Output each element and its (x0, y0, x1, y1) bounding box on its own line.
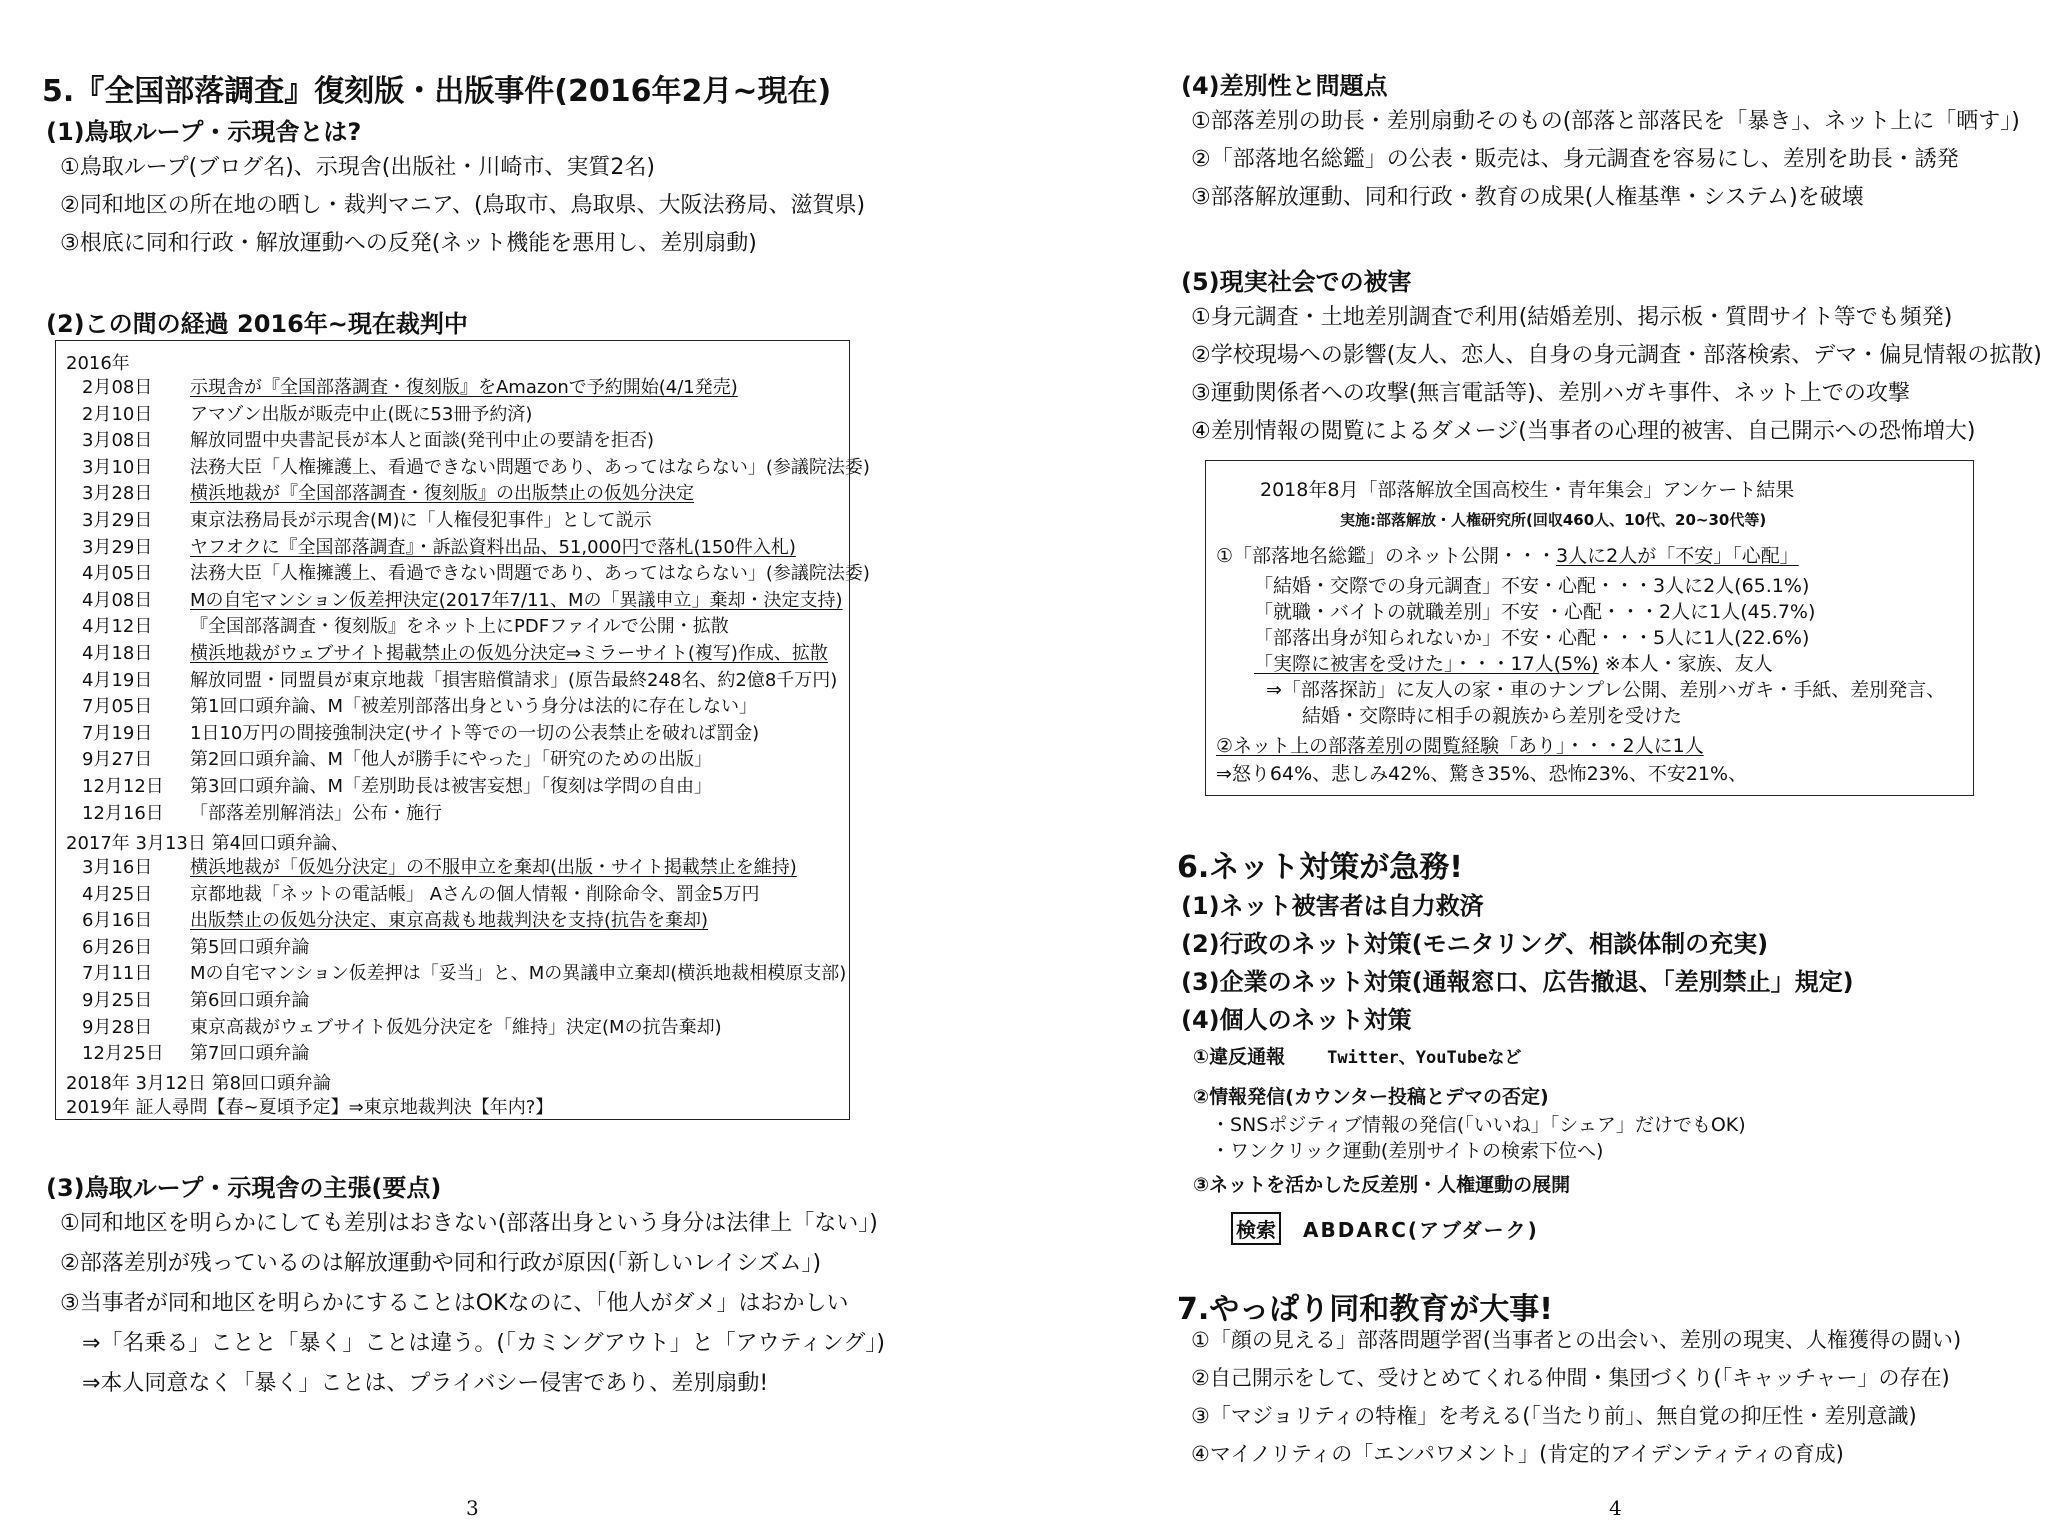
timeline-event: 解放同盟中央書記長が本人と面談(発刊中止の要請を拒否) (190, 430, 655, 452)
timeline-date: 3月08日 (82, 430, 153, 452)
timeline-date: 7月19日 (82, 722, 153, 744)
timeline-row (82, 612, 729, 638)
timeline-row (82, 1039, 309, 1065)
timeline-row (82, 745, 712, 771)
timeline-row (82, 719, 759, 745)
survey-q2-feelings: ⇒怒り64%、悲しみ42%、驚き35%、恐怖23%、不安21%、 (1216, 763, 1748, 785)
timeline-event: 東京高裁がウェブサイト仮処分決定を「維持」決定(Mの抗告棄却) (190, 1016, 722, 1038)
timeline-event: 出版禁止の仮処分決定、東京高裁も地裁判決を支持(抗告を棄却) (190, 910, 709, 932)
s5-heading: (5)現実社会での被害 (1181, 268, 1412, 296)
survey-subtitle: 実施:部落解放・人権研究所(回収460人、10代、20~30代等) (1340, 511, 1767, 529)
survey-q1-damage-text: 「実際に被害を受けた」・・・17人(5%) (1254, 653, 1599, 675)
timeline-event: 横浜地裁がウェブサイト掲載禁止の仮処分決定⇒ミラーサイト(複写)作成、拡散 (190, 643, 828, 664)
timeline-row (82, 639, 828, 665)
s4-heading: (4)差別性と問題点 (1181, 72, 1388, 100)
s6-4-item3-label: ③ネットを活かした反差別・人権運動の展開 (1193, 1174, 1571, 1196)
timeline-row (82, 479, 694, 505)
timeline-row (82, 400, 532, 426)
search-label: 検索 (1231, 1212, 1281, 1245)
s6-4-item2-sub: ・SNSポジティブ情報の発信(「いいね」「シェア」だけでもOK) (1211, 1114, 1746, 1136)
timeline-row (82, 586, 843, 612)
timeline-event: 解放同盟・同盟員が東京地裁「損害賠償請求」(原告最終248名、約2億8千万円) (190, 669, 838, 691)
timeline-date: 7月11日 (82, 963, 153, 985)
s5-item: ①身元調査・土地差別調査で利用(結婚差別、掲示板・質問サイト等でも頻発) (1191, 305, 1953, 330)
timeline-row (82, 533, 796, 559)
timeline-date: 6月16日 (82, 910, 153, 932)
s1-item: ②同和地区の所在地の晒し・裁判マニア、(鳥取市、鳥取県、大阪法務局、滋賀県) (60, 193, 866, 218)
timeline-date: 4月12日 (82, 616, 153, 638)
timeline-row (82, 1013, 722, 1039)
timeline-row (82, 692, 757, 718)
timeline-date: 3月10日 (82, 456, 153, 478)
timeline-row (82, 853, 797, 879)
survey-q1-damage (1254, 649, 1773, 676)
timeline-event: 第2回口頭弁論、M「他人が勝手にやった」「研究のための出版」 (190, 749, 712, 771)
timeline-event: Mの自宅マンション仮差押決定(2017年7/11、Mの「異議申立」棄却・決定支持) (190, 589, 843, 611)
survey-q1-item: 「部落出身が知られないか」不安・心配・・・5人に1人(22.6%) (1254, 627, 1810, 649)
timeline-date: 9月27日 (82, 749, 153, 771)
timeline-year-2016: 2016年 (66, 353, 130, 374)
survey-q1-result: 3人に2人が「不安」「心配」 (1556, 545, 1799, 567)
timeline-row (82, 666, 837, 692)
timeline-event: 横浜地裁が「仮処分決定」の不服申立を棄却(出版・サイト掲載禁止を維持) (190, 857, 797, 878)
s3-item: ③当事者が同和地区を明らかにすることはOKなのに、「他人がダメ」はおかしい (60, 1291, 849, 1316)
timeline-year-2019: 2019年 証人尋問【春~夏頃予定】⇒東京地裁判決【年内?】 (66, 1097, 554, 1118)
s6-item: (3)企業のネット対策(通報窓口、広告撤退、「差別禁止」規定) (1181, 968, 1854, 996)
timeline-year-2017: 2017年 3月13日 第4回口頭弁論、 (66, 833, 350, 854)
timeline-row (82, 373, 738, 399)
timeline-date: 9月25日 (82, 990, 153, 1011)
survey-box (1205, 460, 1974, 796)
s7-item: ③「マジョリティの特権」を考える(「当たり前」、無自覚の抑圧性・差別意識) (1191, 1404, 1917, 1428)
s4-item: ③部落解放運動、同和行政・教育の成果(人権基準・システム)を破壊 (1191, 185, 1864, 210)
timeline-event: 示現舎が『全国部落調査・復刻版』をAmazonで予約開始(4/1発売) (190, 377, 738, 398)
s6-4-item1-label: ①違反通報 (1193, 1046, 1286, 1068)
s7-item: ④マイノリティの「エンパワメント」(肯定的アイデンティティの育成) (1191, 1442, 1844, 1466)
timeline-event: 第7回口頭弁論 (190, 1043, 310, 1065)
section-7-title: 7.やっぱり同和教育が大事! (1177, 1292, 1553, 1327)
s5-item: ②学校現場への影響(友人、恋人、自身の身元調査・部落検索、デマ・偏見情報の拡散) (1191, 343, 2042, 368)
timeline-row (82, 799, 442, 825)
timeline-event: 法務大臣「人権擁護上、看過できない問題であり、あってはならない」(参議院法委) (190, 563, 870, 585)
timeline-event: 第5回口頭弁論 (190, 936, 310, 958)
timeline-event: 第3回口頭弁論、M「差別助長は被害妄想」「復刻は学問の自由」 (190, 776, 712, 797)
timeline-date: 4月19日 (82, 669, 153, 691)
survey-q2: ②ネット上の部落差別の閲覧経験「あり」・・・2人に1人 (1216, 735, 1704, 757)
timeline-date: 9月28日 (82, 1016, 153, 1038)
survey-q1-detail: ⇒「部落探訪」に友人の家・車のナンプレ公開、差別ハガキ・手紙、差別発言、 (1266, 679, 1946, 701)
survey-q1-detail: 結婚・交際時に相手の親族から差別を受けた (1302, 705, 1683, 727)
survey-q1-prefix: ①「部落地名総鑑」のネット公開・・・ (1216, 545, 1557, 567)
timeline-year-2018: 2018年 3月12日 第8回口頭弁論 (66, 1073, 332, 1094)
s1-item: ①鳥取ループ(ブログ名)、示現舎(出版社・川崎市、実質2名) (60, 155, 655, 180)
s6-item: (2)行政のネット対策(モニタリング、相談体制の充実) (1181, 930, 1769, 958)
s6-item: (1)ネット被害者は自力救済 (1181, 892, 1484, 920)
timeline-date: 6月26日 (82, 936, 153, 958)
timeline-event: 京都地裁「ネットの電話帳」 Aさんの個人情報・削除命令、罰金5万円 (190, 883, 760, 905)
page-number: 4 (1609, 1496, 1622, 1520)
timeline-row (82, 772, 712, 798)
timeline-row (82, 559, 870, 585)
s3-item: ⇒本人同意なく「暴く」ことは、プライバシー侵害であり、差別扇動! (82, 1371, 769, 1396)
timeline-date: 12月25日 (82, 1043, 164, 1065)
timeline-event: 第1回口頭弁論、M「被差別部落出身という身分は法的に存在しない」 (190, 696, 757, 718)
timeline-date: 3月28日 (82, 483, 153, 505)
page-right (1031, 0, 2063, 1526)
section-5-title: 5.『全国部落調査』復刻版・出版事件(2016年2月~現在) (42, 74, 832, 109)
timeline-date: 3月16日 (82, 857, 153, 878)
timeline-event: アマゾン出版が販売中止(既に53冊予約済) (190, 403, 533, 425)
timeline-box (55, 340, 870, 1120)
timeline-event: 1日10万円の間接強制決定(サイト等での一切の公表禁止を破れば罰金) (190, 722, 760, 744)
s6-4-item2-sub: ・ワンクリック運動(差別サイトの検索下位へ) (1211, 1140, 1604, 1162)
survey-q1 (1216, 541, 1799, 568)
section-6-title: 6.ネット対策が急務! (1177, 850, 1463, 885)
timeline-row (82, 426, 654, 452)
timeline-date: 4月08日 (82, 589, 153, 611)
timeline-event: 第6回口頭弁論 (190, 990, 310, 1011)
s7-item: ①「顔の見える」部落問題学習(当事者との出会い、差別の現実、人権獲得の闘い) (1191, 1328, 1962, 1352)
s6-4-item1 (1193, 1042, 1521, 1069)
survey-q1-item: 「結婚・交際での身元調査」不安・心配・・・3人に2人(65.1%) (1254, 575, 1810, 597)
timeline-event: 東京法務局長が示現舎(M)に「人権侵犯事件」として説示 (190, 510, 652, 531)
timeline-event: 『全国部落調査・復刻版』をネット上にPDFファイルで公開・拡散 (190, 616, 729, 638)
s5-item: ④差別情報の閲覧によるダメージ(当事者の心理的被害、自己開示への恐怖増大) (1191, 419, 1976, 444)
page-left (0, 0, 1031, 1526)
timeline-row (82, 506, 652, 532)
timeline-row (82, 880, 759, 906)
timeline-date: 3月29日 (82, 536, 153, 558)
s7-item: ②自己開示をして、受けとめてくれる仲間・集団づくり(「キャッチャー」の存在) (1191, 1366, 1950, 1390)
timeline-date: 4月25日 (82, 883, 153, 905)
timeline-event: Mの自宅マンション仮差押は「妥当」と、Mの異議申立棄却(横浜地裁相模原支部) (190, 963, 847, 985)
timeline-row (82, 933, 309, 959)
s3-item: ①同和地区を明らかにしても差別はおきない(部落出身という身分は法律上「ない」) (60, 1211, 878, 1236)
s6-4-item1-text: Twitter、YouTubeなど (1327, 1048, 1522, 1068)
survey-q1-damage-note: ※本人・家族、友人 (1604, 653, 1773, 675)
survey-title: 2018年8月「部落解放全国高校生・青年集会」アンケート結果 (1260, 479, 1795, 501)
timeline-row (82, 906, 708, 932)
s4-item: ①部落差別の助長・差別扇動そのもの(部落と部落民を「暴き」、ネット上に「晒す」) (1191, 109, 2020, 134)
timeline-row (82, 986, 309, 1012)
timeline-row (82, 959, 846, 985)
s5-item: ③運動関係者への攻撃(無言電話等)、差別ハガキ事件、ネット上での攻撃 (1191, 381, 1910, 406)
timeline-event: 「部落差別解消法」公布・施行 (190, 802, 442, 824)
timeline-date: 2月08日 (82, 377, 153, 398)
timeline-date: 4月18日 (82, 643, 153, 664)
timeline-event: 法務大臣「人権擁護上、看過できない問題であり、あってはならない」(参議院法委) (190, 456, 870, 478)
timeline-date: 4月05日 (82, 563, 153, 585)
timeline-date: 7月05日 (82, 696, 153, 718)
timeline-row (82, 453, 870, 479)
s3-heading: (3)鳥取ループ・示現舎の主張(要点) (46, 1174, 442, 1202)
timeline-date: 3月29日 (82, 510, 153, 531)
s1-item: ③根底に同和行政・解放運動への反発(ネット機能を悪用し、差別扇動) (60, 231, 757, 256)
timeline-event: ヤフオクに『全国部落調査』・訴訟資料出品、51,000円で落札(150件入札) (190, 536, 796, 558)
s2-heading: (2)この間の経過 2016年~現在裁判中 (46, 310, 468, 338)
timeline-date: 2月10日 (82, 403, 153, 425)
timeline-date: 12月12日 (82, 776, 164, 797)
s3-item: ⇒「名乗る」ことと「暴く」ことは違う。(「カミングアウト」と「アウティング」) (82, 1331, 885, 1356)
search-row (1231, 1212, 1539, 1245)
survey-q1-item: 「就職・バイトの就職差別」不安 ・心配・・・2人に1人(45.7%) (1254, 601, 1816, 623)
s6-item: (4)個人のネット対策 (1181, 1006, 1412, 1034)
s6-4-item2-label: ②情報発信(カウンター投稿とデマの否定) (1193, 1086, 1549, 1108)
s1-heading: (1)鳥取ループ・示現舎とは? (46, 118, 362, 146)
s3-item: ②部落差別が残っているのは解放運動や同和行政が原因(「新しいレイシズム」) (60, 1251, 822, 1276)
timeline-event: 横浜地裁が『全国部落調査・復刻版』の出版禁止の仮処分決定 (190, 483, 694, 505)
page-number: 3 (466, 1496, 479, 1520)
timeline-date: 12月16日 (82, 802, 164, 824)
s4-item: ②「部落地名総鑑」の公表・販売は、身元調査を容易にし、差別を助長・誘発 (1191, 147, 1959, 172)
search-text: ABDARC(アブダーク) (1303, 1218, 1539, 1242)
